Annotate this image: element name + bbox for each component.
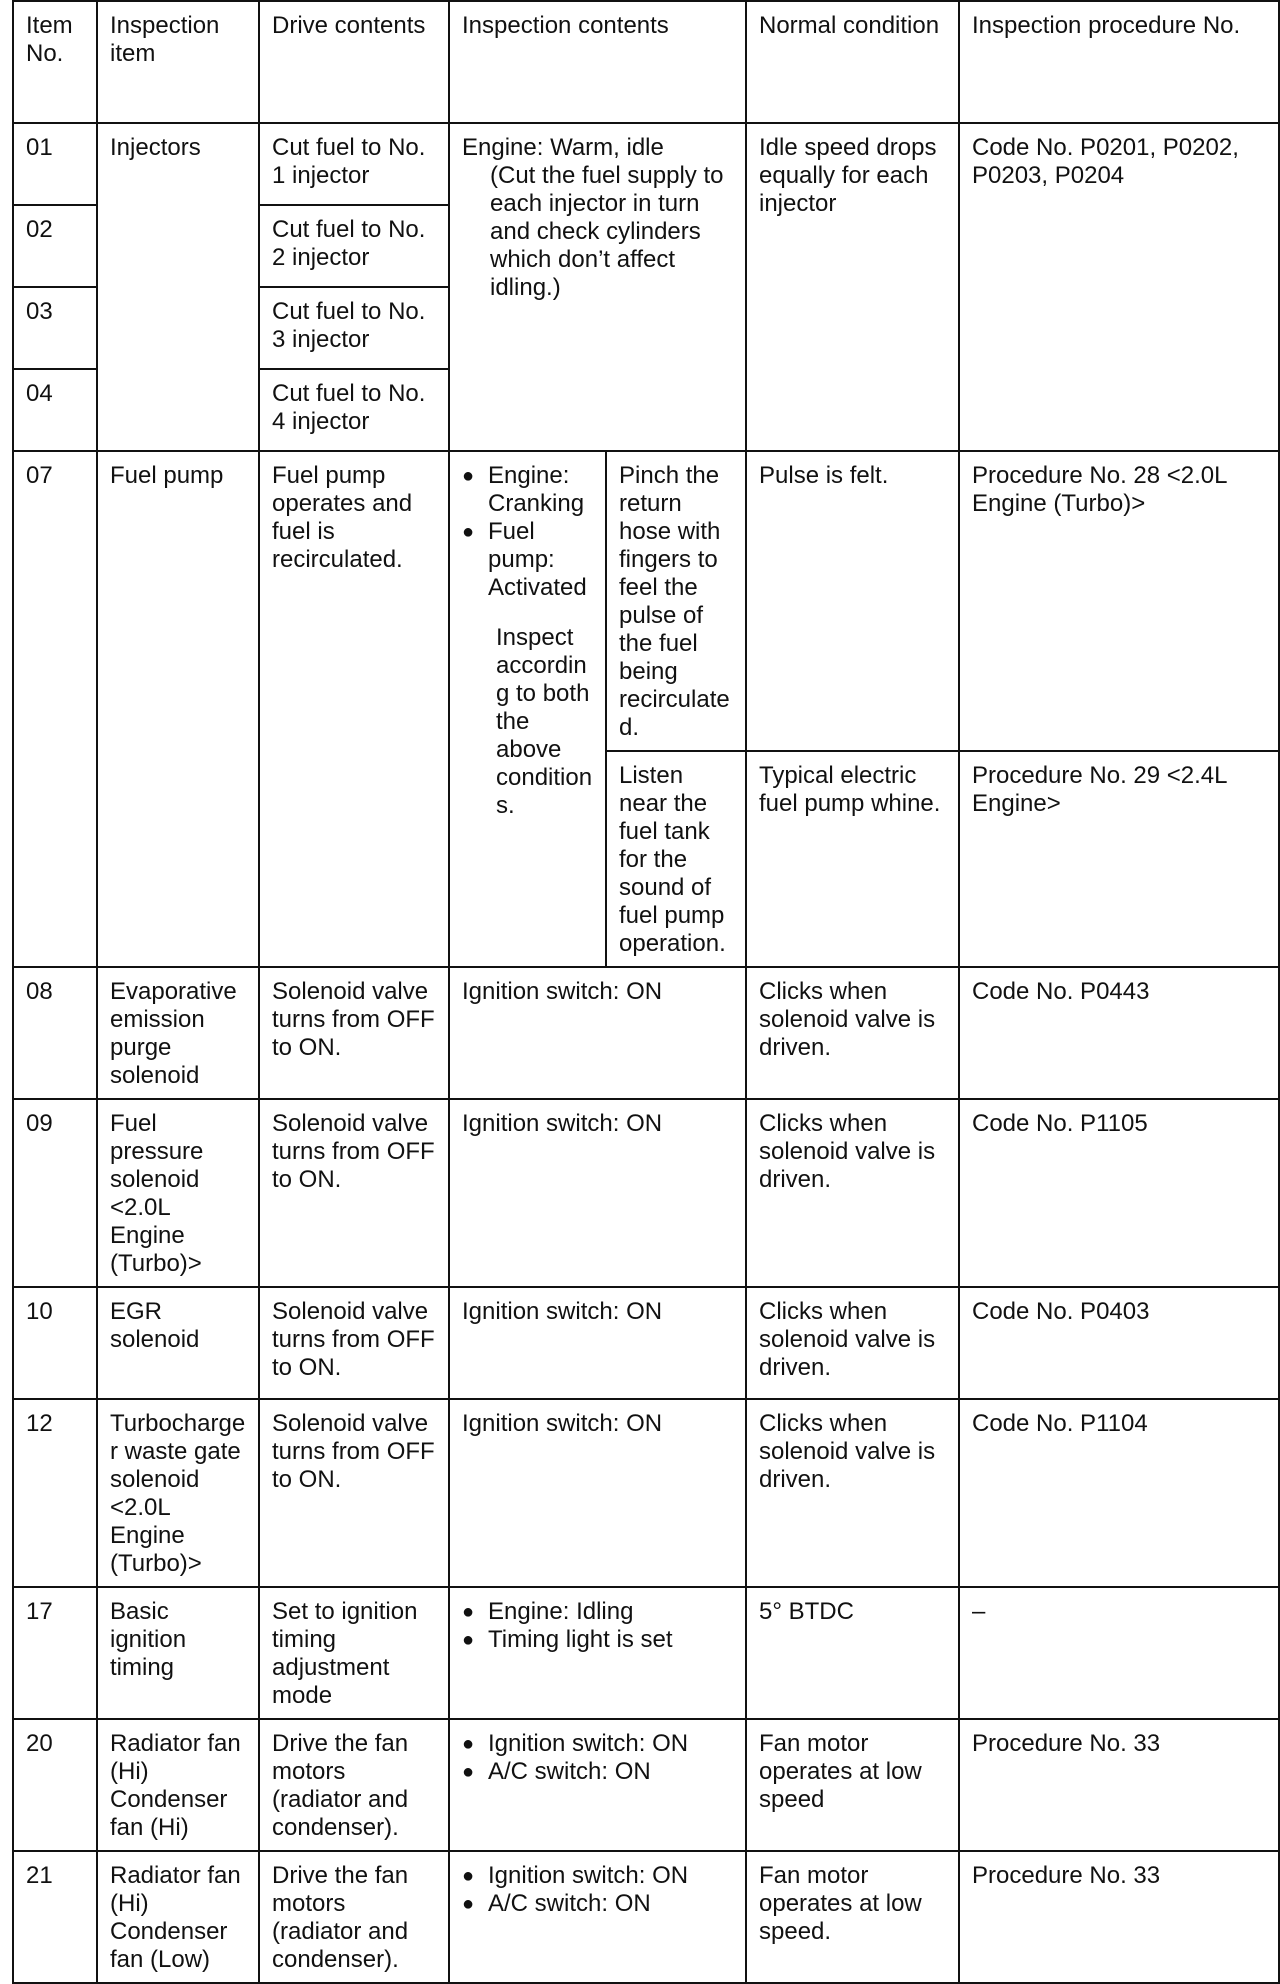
list-item	[462, 1890, 735, 1918]
drive-contents: Cut fuel to No. 4 injector	[259, 369, 449, 451]
inspection-check: Listen near the fuel tank for the sound of fuel pump operation.	[606, 751, 746, 967]
item-no: 03	[13, 287, 97, 369]
normal-condition: Clicks when solenoid valve is driven.	[746, 967, 959, 1099]
bullet-icon: ●	[462, 1893, 475, 1915]
procedure-no: Code No. P0403	[959, 1287, 1279, 1399]
inspection-item: Basic ignition timing	[97, 1587, 259, 1719]
condition-text: Ignition switch: ON	[488, 1862, 689, 1889]
condition-text: A/C switch: ON	[488, 1758, 651, 1785]
drive-contents: Solenoid valve turns from OFF to ON.	[259, 1099, 449, 1287]
normal-condition: Fan motor operates at low speed	[746, 1719, 959, 1851]
inspection-contents: Ignition switch: ON	[449, 967, 746, 1099]
header-row	[13, 1, 1279, 123]
table-row	[13, 1719, 1279, 1851]
normal-condition: Clicks when solenoid valve is driven.	[746, 1287, 959, 1399]
drive-contents: Solenoid valve turns from OFF to ON.	[259, 1287, 449, 1399]
procedure-no: Code No. P0201, P0202, P0203, P0204	[959, 123, 1279, 451]
drive-contents: Fuel pump operates and fuel is recirculated.	[259, 451, 449, 967]
table-row	[13, 1287, 1279, 1399]
inspection-item: Evaporative emission purge solenoid	[97, 967, 259, 1099]
item-no: 08	[13, 967, 97, 1099]
item-line: Condenser fan (Hi)	[110, 1786, 228, 1841]
inspection-item: Fuel pressure solenoid <2.0L Engine (Turbo)>	[97, 1099, 259, 1287]
inspection-item: Turbocharger waste gate solenoid <2.0L Engine (Turbo)>	[97, 1399, 259, 1587]
normal-condition: Pulse is felt.	[746, 451, 959, 751]
inspection-item	[97, 1719, 259, 1851]
list-item	[462, 1598, 735, 1626]
drive-contents: Cut fuel to No. 3 injector	[259, 287, 449, 369]
condition-text: Timing light is set	[488, 1626, 673, 1653]
table-row	[13, 451, 1279, 751]
normal-condition: Typical electric fuel pump whine.	[746, 751, 959, 967]
item-no: 09	[13, 1099, 97, 1287]
inspection-contents	[449, 1851, 746, 1983]
bullet-icon: ●	[462, 1629, 475, 1651]
bullet-icon: ●	[462, 521, 475, 543]
procedure-no: Procedure No. 29 <2.4L Engine>	[959, 751, 1279, 967]
list-item	[462, 1730, 735, 1758]
table-row	[13, 1851, 1279, 1983]
header-procedure-no: Inspection procedure No.	[959, 1, 1279, 123]
inspection-contents: Ignition switch: ON	[449, 1399, 746, 1587]
list-item	[462, 1626, 735, 1654]
inspection-item: Fuel pump	[97, 451, 259, 967]
header-normal-condition: Normal condition	[746, 1, 959, 123]
bullet-icon: ●	[462, 1761, 475, 1783]
list-item	[462, 518, 595, 602]
normal-condition: 5° BTDC	[746, 1587, 959, 1719]
drive-contents: Drive the fan motors (radiator and condenser).	[259, 1851, 449, 1983]
procedure-no: Code No. P1105	[959, 1099, 1279, 1287]
bullet-icon: ●	[462, 1601, 475, 1623]
normal-condition: Fan motor operates at low speed.	[746, 1851, 959, 1983]
procedure-no: Code No. P1104	[959, 1399, 1279, 1587]
document-page	[12, 0, 1278, 1984]
item-no: 04	[13, 369, 97, 451]
procedure-no: Procedure No. 33	[959, 1851, 1279, 1983]
inspection-contents: Ignition switch: ON	[449, 1287, 746, 1399]
procedure-no: Code No. P0443	[959, 967, 1279, 1099]
item-no: 01	[13, 123, 97, 205]
condition-text: Fuel pump: Activated	[488, 518, 587, 601]
header-item-no: Item No.	[13, 1, 97, 123]
item-no: 20	[13, 1719, 97, 1851]
item-line: Radiator fan (Hi)	[110, 1730, 241, 1785]
list-item	[462, 462, 595, 518]
table-row	[13, 1099, 1279, 1287]
condition-text: Engine: Idling	[488, 1598, 634, 1625]
item-no: 17	[13, 1587, 97, 1719]
table-row	[13, 1399, 1279, 1587]
normal-condition: Clicks when solenoid valve is driven.	[746, 1099, 959, 1287]
list-item	[462, 1758, 735, 1786]
table-row	[13, 123, 1279, 205]
header-inspection-contents: Inspection contents	[449, 1, 746, 123]
item-no: 07	[13, 451, 97, 967]
drive-contents: Drive the fan motors (radiator and condenser).	[259, 1719, 449, 1851]
inspection-item: EGR solenoid	[97, 1287, 259, 1399]
drive-contents: Solenoid valve turns from OFF to ON.	[259, 1399, 449, 1587]
header-inspection-item: Inspection item	[97, 1, 259, 123]
item-no: 10	[13, 1287, 97, 1399]
item-no: 02	[13, 205, 97, 287]
table-row	[13, 1587, 1279, 1719]
inspection-contents	[449, 1587, 746, 1719]
condition-text: A/C switch: ON	[488, 1890, 651, 1917]
condition-text: Ignition switch: ON	[488, 1730, 689, 1757]
inspection-contents: Ignition switch: ON	[449, 1099, 746, 1287]
table-row	[13, 967, 1279, 1099]
inspection-main: Engine: Warm, idle	[462, 134, 664, 161]
actuator-test-table	[12, 0, 1280, 1984]
drive-contents: Cut fuel to No. 2 injector	[259, 205, 449, 287]
procedure-no: –	[959, 1587, 1279, 1719]
drive-contents: Solenoid valve turns from OFF to ON.	[259, 967, 449, 1099]
header-drive-contents: Drive contents	[259, 1, 449, 123]
inspection-note: (Cut the fuel supply to each injector in turn and check cylinders which don’t affect idling.)	[490, 162, 724, 301]
drive-contents: Set to ignition timing adjustment mode	[259, 1587, 449, 1719]
procedure-no: Procedure No. 33	[959, 1719, 1279, 1851]
drive-contents: Cut fuel to No. 1 injector	[259, 123, 449, 205]
inspection-contents	[449, 1719, 746, 1851]
item-line: Radiator fan (Hi)	[110, 1862, 241, 1917]
list-item	[462, 1862, 735, 1890]
inspection-contents	[449, 123, 746, 451]
conditions-note: Inspect according to both the above conditions.	[496, 624, 593, 819]
bullet-icon: ●	[462, 1733, 475, 1755]
inspection-item	[97, 1851, 259, 1983]
normal-condition: Clicks when solenoid valve is driven.	[746, 1399, 959, 1587]
inspection-check: Pinch the return hose with fingers to feel the pulse of the fuel being recirculated.	[606, 451, 746, 751]
bullet-icon: ●	[462, 465, 475, 487]
normal-condition: Idle speed drops equally for each injector	[746, 123, 959, 451]
item-line: Condenser fan (Low)	[110, 1918, 228, 1973]
procedure-no: Procedure No. 28 <2.0L Engine (Turbo)>	[959, 451, 1279, 751]
inspection-item: Injectors	[97, 123, 259, 451]
item-no: 21	[13, 1851, 97, 1983]
bullet-icon: ●	[462, 1865, 475, 1887]
inspection-conditions	[449, 451, 606, 967]
condition-text: Engine: Cranking	[488, 462, 585, 517]
item-no: 12	[13, 1399, 97, 1587]
